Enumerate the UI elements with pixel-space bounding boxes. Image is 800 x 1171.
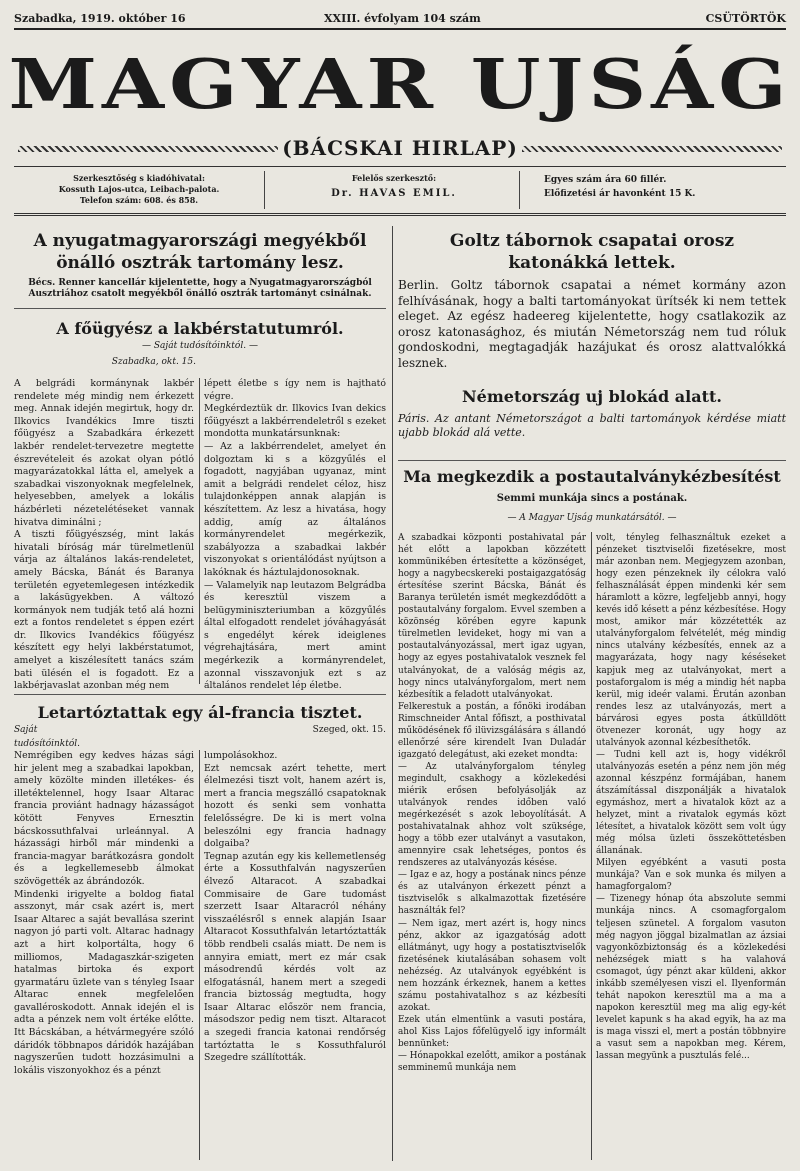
issue-number: XXIII. évfolyam 104 szám (324, 12, 481, 25)
article-lakber-col1: A belgrádi kormánynak lakbér rendelete még mindig nem érkezett meg. Annak idején megirtuk, hogy dr. Ilkovics Ivandékics Imre tiszti főügyész a Szabadkára érkezett lakbér rendelet-tervezetre megtette észrevételeit és azokat olyan pótló magyarázatokkal látta el, amelyek a szabadkai viszonyoknak megfelelnek, helyesebben, amelyek a lokális házbérleti nézetelétéseket vannak hivatva diminálni ; A tiszti főügyészség, mint lakás hivatali bíróság már türelmetlenül várja az általános lakás-rendeletet, amely Bácska, Bánát és Baranya területén egyetemlegesen intézkedik a lakásügyekben. A változó kormányok nem tudják tető alá hozni ezt a fontos rendeletet s éppen ezért dr. Ilkovics Ivandékics főügyész készített egy helyi lakbérstatumot, amelyet a kiszélesített tanács szám bati ülésén el is fogadott. Ez a lakbérjavaslat azonban még nem (14, 378, 194, 692)
editor-info: Felelős szerkesztő: Dr. HAVAS EMIL. (331, 173, 457, 199)
headline: Németország uj blokád alatt. (462, 387, 722, 406)
headline: A főügyész a lakbérstatutumról. (56, 319, 344, 338)
article-post-col1: A szabadkai központi postahivatal pár hét előtt a lapokban közzétett kommünikében értesítette a közönséget, hogy a nagybecskereki postaigazgatóság értesítése szerint Bácska, Bánát és Baranya területén ismét megkezdődött a postautalvány forgalom. Evvel szemben a közönség körében egyre kapunk türelmetlen levideket, hogy mi van a postautalványozással, mert igaz ugyan, hogy az egyes postahivatalok vesznek fel utalványokat, de a valóság mégis az, hogy nincs utalványforgalom, mert nem kézbesítik a feladott utalványokat. Felkerestuk a postán, a főnöki irodában Rimschneider Antal főfiszt, a posthivatal működésének fő ilüvizsgálására s állandó ellenőrzé sére kirendelt Ivan Duladár igazgató delegátust, aki ezeket mondta: — Az utalványforgalom tényleg megindult, csakhogy a közlekedési miérik erősen befolyásolják az utalványok rendes időben való megérkezését s azok leboyolítását. A postahivatalnak ahhoz volt szüksége, hogy a több ezer utalványt a vasutakon, amennyire csak lehetséges, pontos és rendszeres az utalványozás késése. — Igaz e az, hogy a postának nincs pénze és az utalványon érkezett pénzt a tisztviselők s alkalmazottak fizetésére használták fel? — Nem igaz, mert azért is, hogy nincs pénz, akkor az igazgatóság adott ellátmányt, ugy hogy a postatisztviselők fizetésének kiutalásában sohasem volt nehézség. Az utalványok egyébként is nem hozzánk érkeznek, hanem a kettes számu postahivatalhoz s az kézbesíti azokat. Ezek után elmentünk a vasuti postára, ahol Kiss Lajos főfelügyelő igy informált bennünket: — Hónapokkal ezelőtt, amikor a postának semminemű munkája nem (398, 533, 586, 1074)
byline: — Saját tudósítóinktól. — (142, 341, 258, 351)
office-info: Szerkesztőség s kiadóhivatal: Kossuth Lajos-utca, Leibach-palota. Telefon szám: 608. és 858. (58, 173, 220, 205)
top-line (14, 6, 786, 30)
headline: Letartóztattak egy ál-francia tisztet. (37, 703, 363, 722)
article-arrest-col1: Nemrégiben egy kedves házas sági hir jelent meg a szabadkai lapokban, amely közölte minden illetékes- és illetéktelennel, hogy Isaar Altarac francia proviánt hadnagy házasságot kötött Fenyves Ernesztin bácskossuthfalvai urleánnyal. A házassági hirből már mindenki a francia-magyar barátkozásra gondolt és a legkellemesebb álmokat szövögették az ábrándozók. Mindenki irigyelte a boldog fiatal asszonyt, már csak azért is, mert Isaar Altarec a saját bevallása szerint nagyon jó parti volt. Altarac hadnagy azt a hirt kolportálta, hogy 6 milliomos, Madagaszkár-szigeten hatalmas birtoka és export gyarmatáru üzlete van s tényleg Isaar Altarac ennek megfelelően gavalléroskodott. Annak idején el is adta a pénzek nem volt értéke előtte. Itt Bácskában, a hétvármegyére szóló dáridók többnapos dáridók hazájában nagyszerűen tudott hozzásimulni a lokális viszonyokhoz és a pénzt (14, 750, 194, 1076)
price-info: Egyes szám ára 60 fillér. Előfizetési ár havonként 15 K. (544, 175, 696, 199)
article-post-heading (398, 466, 786, 525)
byline: Saját tudósítóinktól. (14, 725, 81, 749)
article-lakber-col2: lépett életbe s így nem is hajtható végre. Megkérdeztük dr. Ilkovics Ivan dekics főügyészt a lakbérrendeletről s ezeket mondotta munkatársunknak: — Az a lakbérrendelet, amelyet én dolgoztam ki s a közgyűlés el fogadott, nagyjában ugyanaz, mint amit a belgrádi rendelet céloz, hisz tulajdonképpen annak alapján is készítettem. Az lesz a hivatása, hogy addig, amíg az általános kormányrendelet megérkezik, szabályozza a szabadkai lakbér viszonyokat s orientálódást nyújtson a lakóknak és háztulajdonosoknak. — Valamelyik nap leutazom Belgrádba és keresztül viszem a belügyminiszteriumban a közgyűlés által elfogadott rendelet jóváhagyását s engedélyt kérek ideiglenes végrehajtására, mert amint megérkezik a kormányrendelet, azonnal visszavonjuk ezt s az általános rendelet lép életbe. (204, 378, 386, 692)
issue-date: Szabadka, 1919. október 16 (14, 12, 186, 25)
article-autonomy (14, 230, 386, 300)
article-goltz (398, 230, 786, 371)
body: Páris. Az antant Németországot a balti tartományok kérdése miatt ujabb blokád alá vette. (398, 412, 786, 439)
article-blockade (398, 386, 786, 440)
headline: A nyugatmagyarországi megyékből önálló osztrák tartomány lesz. (33, 231, 367, 273)
headline: Goltz tábornok csapatai orosz katonákká lettek. (449, 231, 735, 273)
article-post-col2: volt, tényleg felhasználtuk ezeket a pénzeket tisztviselői fizetésekre, most már azonban nem. Megjegyzem azonban, hogy ezen pénzeknek ily célokra való felhasználását éppen mindenki kér sem háramlott a közre, legfeljebb annyi, hogy kevés idő késett a pénz kézbesítése. Hogy most, amikor már közzétették az utalványforgalom felvételét, még mindig nincs utalvány kézbesítés, ennek az a magyarázata, hogy nagy késéseket kapjuk meg az utalványokat, mert a postaforgalom is még a mindig hét napba kerül, mig ideér valami. Érután azonban rendes lesz az utalványozás, mert a bárvárosi egyes posta átkülldött ötvenezer koronát, ugy hogy az utalványok azonnal kézbesíthetők. — Tudni kell azt is, hogy vidékről utalványozás esetén a pénz nem jön még azonnal készpénz formájában, hanem átszámítással diszponálják a hivatalok egymáshoz, mert a hivatalok közt az a helyzet, mint a rivatalok egymás közt létesítet, a hivatalok között sem volt úgy még mólsa üzleti összeköttetésben állanának. Milyen egyébként a vasuti posta munkája? Van e sok munka és milyen a hamagforgalom? — Tizenegy hónap óta abszolute semmi munkája nincs. A csomagforgalom teljesen szünetel. A forgalom vasuton még nagyon jöggal bizalmatlan az ázsiai vagyonközbiztonság és a közlekedési nehézségek miatt s ha valahová csomagot, úgy pénzt akar küldeni, akkor inkább személyesen viszi el. Ilyenformán tehát napokon keresztül ma a ma a napokon keresztül meg ma alig egy-két levelet kapunk s ha akad egyik, ha az ma is maga visszi el, mert a postán többnyire a vasut sem a napokban meg. Kérem, lassan megyünk a pusztulás felé... (596, 533, 786, 1062)
headline: Ma megkezdik a postautalványkézbesítést (403, 467, 781, 486)
masthead-subtitle: (BÁCSKAI HIRLAP) (282, 136, 518, 160)
article-lakber-heading (14, 318, 386, 369)
dateline: Szabadka, okt. 15. (111, 356, 196, 367)
subheadline: Semmi munkája sincs a postának. (496, 493, 688, 504)
info-bar (14, 166, 786, 216)
masthead-title: MAGYAR UJSÁG (8, 44, 792, 124)
article-arrest-heading (14, 702, 386, 749)
ornament-right (522, 146, 782, 152)
lead: Bécs. Renner kancellár kijelentette, hogy a Nyugatmagyarországból Ausztriához csatolt megyékből önálló osztrák tartományt csinálnak. (28, 278, 372, 299)
weekday: CSÜTÖRTÖK (705, 12, 786, 25)
byline: — A Magyar Ujság munkatársától. — (507, 512, 677, 523)
article-arrest-col2: lumpolásokhoz. Ezt nemcsak azért tehette, mert élelmezési tiszt volt, hanem azért is, mert a francia megszálló csapatoknak hozott és senki sem vonhatta felelősségre. De ki is mert volna beleszólni egy francia hadnagy dolgaiba? Tegnap azután egy kis kellemetlenség érte a Kossuthfalván nagyszerűen élvező Altaracot. A szabadkai Commisaire de Gare tudomást szerzett Isaar Altaracról néhány visszaélésről s ennek alapján Isaar Altaracot Kossuthfalván letartóztatták több rendbeli csalás miatt. De nem is annyira emiatt, mert ez már csak másodrendű kérdés volt az elfogatásnál, hanem mert a szegedi francia biztosság megtudta, hogy Isaar Altarac először nem francia, másodszor pedig nem tiszt. Altaracot a szegedi francia katonai rendőrség tartóztatta le s Kossuthfaluról Szegedre szállították. (204, 750, 386, 1064)
dateline: Szeged, okt. 15. (312, 725, 386, 735)
body: Berlin. Goltz tábornok csapatai a német kormány azon felhívásának, hogy a balti tartományokat ürítsék ki nem tettek eleget. Az egész hadeereg kijelentette, hogy csatlakozik az orosz katonasághoz, és miután Németország nem tud róluk gondoskodni, megtagadják hazájukat és orosz alattvalókká lesznek. (398, 278, 786, 370)
masthead-subtitle-row (18, 136, 782, 162)
